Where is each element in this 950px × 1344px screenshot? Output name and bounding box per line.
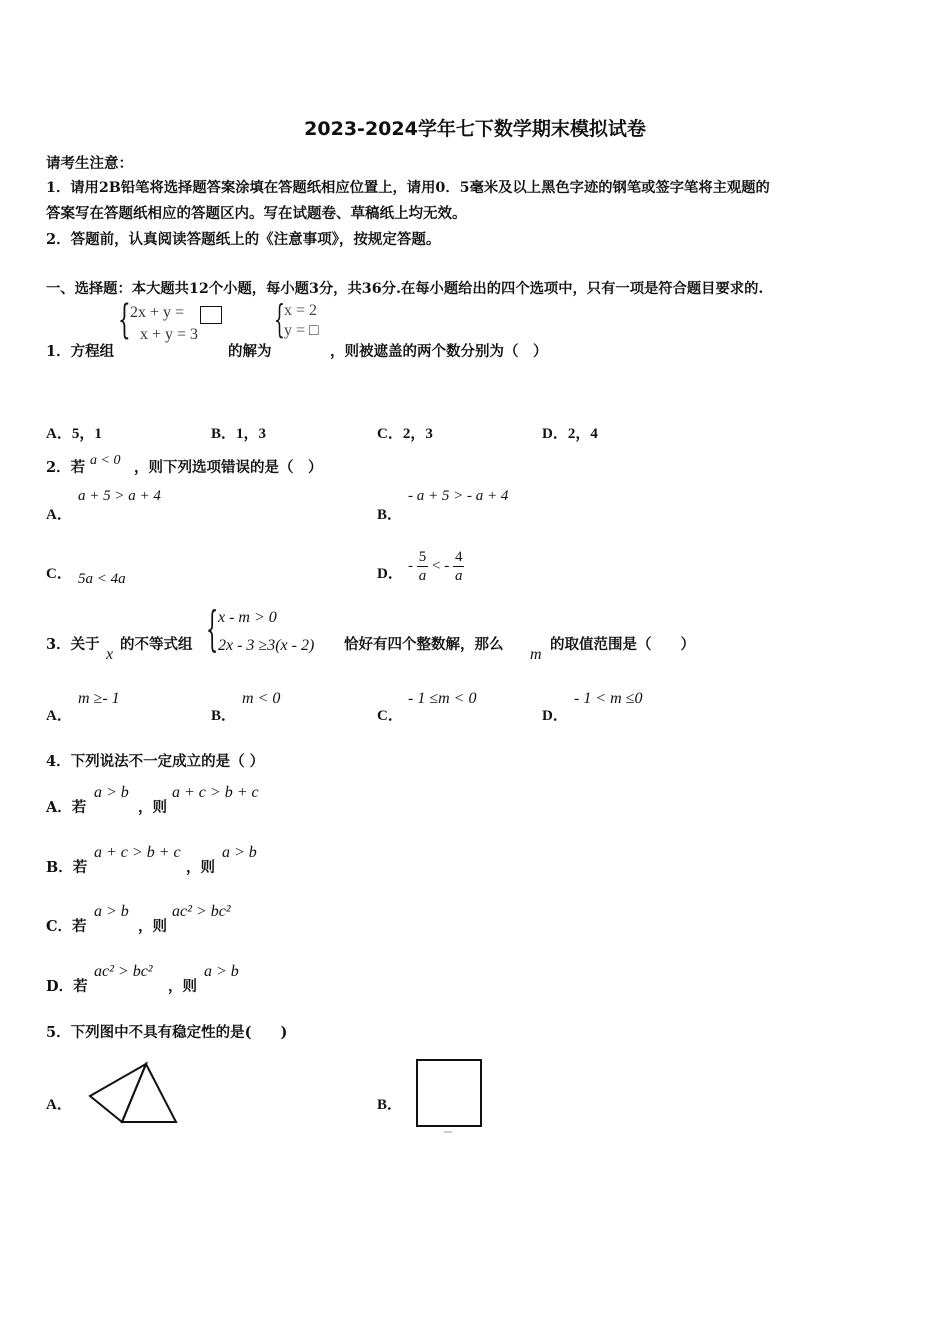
q1-sol1: x = 2	[284, 302, 318, 319]
q2-d-mid: < -	[432, 557, 450, 574]
q2-option-d-label[interactable]: D．	[377, 566, 403, 582]
q1-option-a-text: 5，1	[71, 426, 102, 442]
q3-option-d-label[interactable]: D．	[542, 708, 568, 724]
q2-option-b-label[interactable]: B．	[377, 507, 403, 523]
q2-d-minus: -	[408, 557, 413, 574]
q4-b-then: ，则	[186, 859, 215, 876]
q4-c-res: ac² > bc²	[172, 903, 231, 920]
q2-option-b-expr: - a + 5 > - a + 4	[408, 488, 509, 504]
q4-option-c[interactable]	[46, 901, 446, 937]
q5-square	[417, 1060, 481, 1126]
q4-option-b[interactable]	[46, 842, 446, 878]
q1-eq2: x + y = 3	[140, 326, 199, 343]
q4-d-cond: ac² > bc²	[94, 963, 153, 980]
q2-d-frac-1	[417, 548, 429, 585]
notice-line-2: 答案写在答题纸相应的答题区内。写在试题卷、草稿纸上均无效。	[46, 205, 467, 222]
q2-prefix: 2．若	[46, 459, 86, 476]
q2-option-c-label[interactable]: C．	[46, 566, 72, 582]
q4-c-cond: a > b	[94, 903, 129, 920]
q2-option-a-expr: a + 5 > a + 4	[78, 488, 161, 504]
q1-solution	[274, 297, 334, 344]
q1-brace: {	[118, 297, 131, 343]
q4-option-d[interactable]	[46, 961, 446, 997]
q3-ineq2: 2x - 3 ≥3(x - 2)	[218, 637, 315, 654]
page-title: 2023-2024学年七下数学期末模拟试卷	[304, 118, 646, 140]
q1-option-b[interactable]	[211, 422, 266, 443]
q1-option-c-text: 2，3	[402, 426, 433, 442]
q5-option-b-label[interactable]: B．	[377, 1097, 403, 1113]
q1-suffix: ，则被遮盖的两个数分别为（ ）	[330, 343, 548, 360]
q4-d-label: D．若	[46, 978, 88, 995]
q3-brace: {	[206, 601, 219, 657]
q1-prefix: 1．方程组	[46, 343, 115, 360]
q2-option-a-label[interactable]: A．	[46, 507, 72, 523]
q1-system	[118, 297, 228, 348]
q3-after: 恰好有四个整数解，那么	[344, 636, 504, 653]
q1-cover-box	[200, 306, 222, 324]
q4-b-res: a > b	[222, 844, 257, 861]
q3-var-x: x	[106, 646, 114, 663]
q3-ineq1: x - m > 0	[218, 609, 277, 626]
q2-d-den-2: a	[454, 568, 463, 584]
q3-option-a-expr: m ≥- 1	[78, 690, 120, 707]
q4-d-then: ，则	[168, 978, 197, 995]
q2-d-num-1: 5	[418, 549, 427, 565]
q2-d-num-2: 4	[454, 549, 463, 565]
q3-mid: 的不等式组	[120, 636, 193, 653]
q5-stem: 5．下列图中不具有稳定性的是( )	[46, 1024, 288, 1041]
q4-stem: 4．下列说法不一定成立的是（ ）	[46, 753, 265, 770]
section-heading: 一、选择题：本大题共12个小题，每小题3分，共36分.在每小题给出的四个选项中，只有一项是符合题目要求的.	[46, 281, 764, 297]
notice-line-1: 1．请用2B铅笔将选择题答案涂填在答题纸相应位置上，请用0．5毫米及以上黑色字迹的钢笔或签字笔将主观题的	[46, 180, 770, 196]
q1-option-b-text: 1，3	[236, 426, 267, 442]
q4-a-cond: a > b	[94, 784, 129, 801]
q4-d-res: a > b	[204, 963, 239, 980]
q3-system	[206, 601, 346, 663]
q1-option-c-label: C．	[377, 426, 403, 442]
q2-option-c-expr: 5a < 4a	[78, 571, 126, 587]
q4-b-label: B．若	[46, 859, 88, 876]
q4-a-then: ，则	[138, 799, 167, 816]
q5-figure-square	[412, 1056, 488, 1136]
q3-option-b-expr: m < 0	[242, 690, 281, 707]
q5-figure-triangles	[86, 1058, 182, 1128]
q2-option-d-expr	[408, 548, 464, 585]
q3-prefix: 3．关于	[46, 636, 100, 653]
q1-option-a[interactable]	[46, 422, 102, 443]
q4-c-label: C．若	[46, 918, 87, 935]
q3-option-c-expr: - 1 ≤m < 0	[408, 690, 477, 707]
q1-option-a-label: A．	[46, 426, 72, 442]
q5-left-triangle	[90, 1064, 146, 1122]
q2-suffix: ，则下列选项错误的是（ ）	[134, 459, 323, 476]
q1-middle: 的解为	[228, 343, 272, 360]
q4-a-label: A．若	[46, 799, 87, 816]
q3-option-d-expr: - 1 < m ≤0	[574, 690, 643, 707]
q4-option-a[interactable]	[46, 782, 446, 818]
q4-b-cond: a + c > b + c	[94, 844, 181, 861]
q2-d-den-1: a	[418, 568, 427, 584]
q1-option-d[interactable]	[542, 422, 598, 443]
notice-line-3: 2．答题前，认真阅读答题纸上的《注意事项》，按规定答题。	[46, 231, 441, 248]
q3-suffix: 的取值范围是（ ）	[550, 636, 695, 653]
q3-option-a-label[interactable]: A．	[46, 708, 72, 724]
q1-option-d-label: D．	[542, 426, 568, 442]
q5-option-a-label[interactable]: A．	[46, 1097, 72, 1113]
notice-heading: 请考生注意：	[46, 155, 133, 172]
q1-sol-brace: {	[274, 297, 285, 341]
q1-option-b-label: B．	[211, 426, 237, 442]
q1-sol2: y = □	[284, 322, 319, 339]
q2-condition: a < 0	[90, 453, 121, 468]
q4-a-res: a + c > b + c	[172, 784, 259, 801]
q3-option-b-label[interactable]: B．	[211, 708, 237, 724]
q2-d-frac-2	[453, 548, 465, 585]
q1-option-d-text: 2，4	[567, 426, 598, 442]
q1-eq1: 2x + y =	[130, 304, 185, 321]
q3-var-m: m	[530, 646, 542, 663]
q1-option-c[interactable]	[377, 422, 433, 443]
q4-c-then: ，则	[138, 918, 167, 935]
q3-option-c-label[interactable]: C．	[377, 708, 403, 724]
